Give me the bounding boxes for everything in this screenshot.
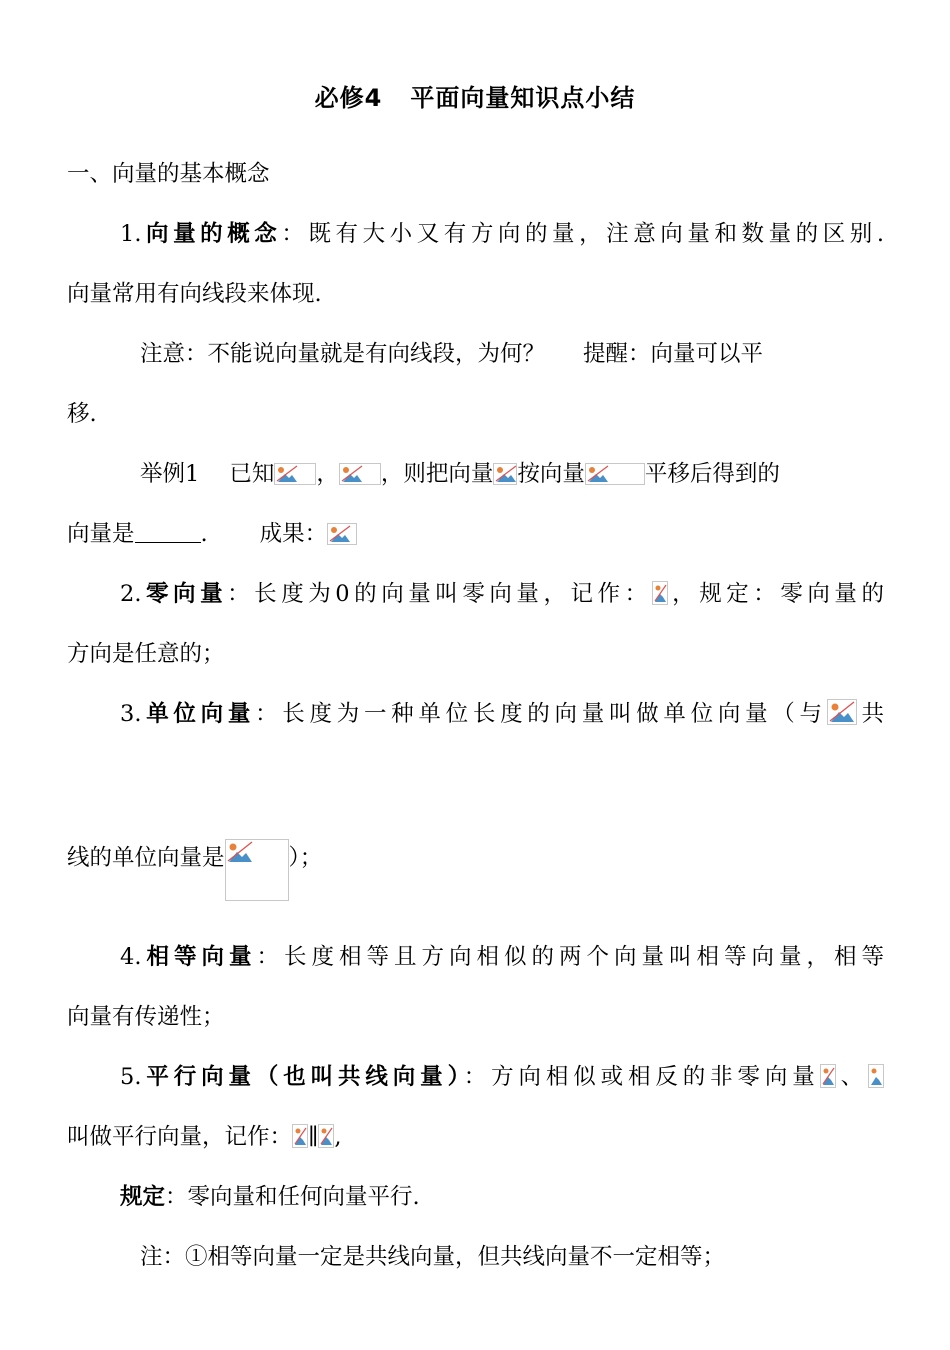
item5-separator: 、 [835, 1064, 868, 1090]
example1-label: 举例1 [140, 461, 200, 487]
item4-term: 相等向量 [141, 944, 257, 970]
formula-image-icon [318, 1124, 334, 1148]
note2-text: 注：①相等向量一定是共线向量，但共线向量不一定相等； [140, 1244, 726, 1270]
item3-text-b: 共 [856, 701, 884, 727]
rule-text: ：零向量和任何向量平行. [165, 1184, 420, 1210]
item5-line2 [67, 1122, 884, 1152]
example1-text-b: 按向量 [517, 461, 585, 487]
item5-line1 [120, 1062, 884, 1092]
section-heading [67, 159, 884, 189]
formula-image-icon [585, 463, 645, 485]
item3-line2 [67, 839, 884, 901]
rule-term: 规定 [120, 1184, 166, 1210]
item4-line2 [67, 1002, 884, 1032]
answer-blank[interactable] [135, 520, 201, 543]
item3-number: 3. [120, 701, 142, 727]
formula-image-icon [327, 523, 357, 545]
example1-line1 [140, 459, 884, 489]
note1-text-cont: 移. [67, 401, 97, 427]
item1-line2 [67, 279, 884, 309]
example1-period: . [200, 521, 208, 547]
formula-image-icon [868, 1064, 884, 1088]
item4-number: 4. [120, 944, 142, 970]
item1-term: 向量的概念 [141, 221, 282, 247]
example1-text-d: 向量是 [67, 521, 135, 547]
formula-image-icon [292, 1124, 308, 1148]
formula-image-icon [225, 839, 289, 901]
item5-number: 5. [120, 1064, 142, 1090]
example1-result-label: 成果： [259, 521, 328, 547]
page-title [0, 78, 950, 113]
formula-image-icon [274, 463, 316, 485]
formula-image-icon [652, 581, 668, 605]
item3-text-c: 线的单位向量是 [67, 845, 225, 871]
item5-term: 平行向量（也叫共线向量） [141, 1064, 464, 1090]
formula-image-icon [339, 463, 381, 485]
item4-text-b: 向量有传递性； [67, 1004, 225, 1030]
item1-text: ：既有大小又有方向的量，注意向量和数量的区别. [281, 221, 884, 247]
title-part1: 必修4 [314, 84, 383, 112]
formula-image-icon [820, 1064, 836, 1088]
item2-line2 [67, 639, 884, 669]
item3-text-a: ：长度为一种单位长度的向量叫做单位向量（与 [255, 701, 827, 727]
item2-term: 零向量 [141, 581, 228, 607]
section-heading-text: 一、向量的基本概念 [67, 161, 270, 187]
title-part2: 平面向量知识点小结 [410, 84, 636, 112]
rule-line [120, 1182, 884, 1212]
item2-text-a: ：长度为0的向量叫零向量，记作： [227, 581, 652, 607]
example1-line2 [67, 519, 884, 549]
item2-text-c: 方向是任意的； [67, 641, 225, 667]
note1-line1 [140, 339, 884, 369]
item3-term: 单位向量 [141, 701, 256, 727]
parallel-symbol: ∥ [308, 1124, 319, 1150]
item2-text-b: ，规定：零向量的 [667, 581, 884, 607]
item4-text-a: ：长度相等且方向相似的两个向量叫相等向量，相等 [256, 944, 884, 970]
item5-end: , [334, 1124, 342, 1150]
item5-text-a: ：方向相似或相反的非零向量 [463, 1064, 820, 1090]
example1-text-comma2: ，则把向量 [380, 461, 494, 487]
formula-image-icon [493, 463, 517, 485]
formula-image-icon [827, 699, 857, 725]
note1-line2 [67, 399, 884, 429]
item2-line1 [120, 579, 884, 609]
item5-text-b: 叫做平行向量，记作： [67, 1124, 293, 1150]
item4-line1 [120, 942, 884, 972]
example1-text-c: 平移后得到的 [644, 461, 780, 487]
item3-line1 [120, 699, 884, 729]
item1-number: 1. [120, 221, 142, 247]
item3-text-d: ）； [288, 845, 323, 871]
example1-text-a: 已知 [229, 461, 275, 487]
note2-line [140, 1242, 884, 1272]
item1-text-cont: 向量常用有向线段来体现. [67, 281, 322, 307]
note1-text: 注意：不能说向量就是有向线段，为何？ [140, 341, 546, 367]
item1-line1 [120, 219, 884, 249]
note1-reminder: 提醒：向量可以平 [583, 341, 764, 367]
item2-number: 2. [120, 581, 142, 607]
example1-comma: ， [316, 461, 339, 487]
